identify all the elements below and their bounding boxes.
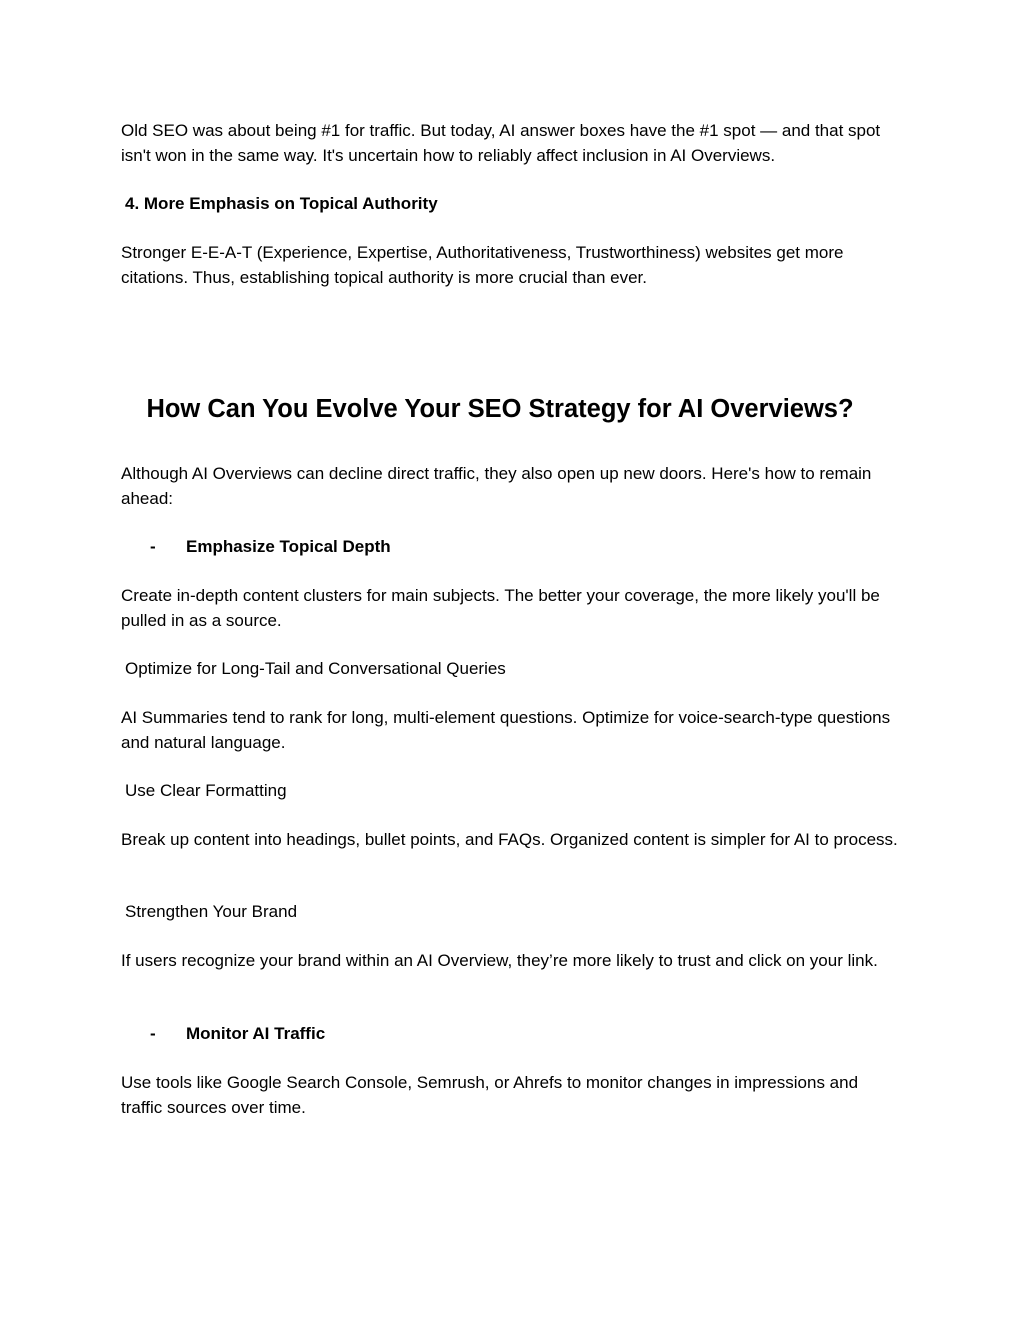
- main-heading: How Can You Evolve Your SEO Strategy for AI Overviews?: [146, 395, 854, 423]
- clear-formatting-paragraph: Break up content into headings, bullet points, and FAQs. Organized content is simpler for AI to process.: [121, 830, 898, 849]
- long-tail-paragraph: AI Summaries tend to rank for long, multi-element questions. Optimize for voice-search-type questions and natural language.: [121, 708, 891, 752]
- bullet-marker: -: [150, 537, 156, 556]
- brand-heading: Strengthen Your Brand: [125, 902, 298, 921]
- section4-paragraph: Stronger E-E-A-T (Experience, Expertise, Authoritativeness, Trustworthiness) websites get more citations. Thus, establishing topical authority is more crucial than ever.: [121, 243, 844, 287]
- bullet-item-monitor-traffic: [150, 1022, 325, 1046]
- bullet-marker: -: [150, 1024, 156, 1043]
- bullet-item-topical-depth: [150, 535, 391, 559]
- bullet-item-label: Emphasize Topical Depth: [186, 537, 391, 556]
- clear-formatting-heading: Use Clear Formatting: [125, 781, 287, 800]
- long-tail-heading: Optimize for Long-Tail and Conversational Queries: [125, 659, 506, 678]
- brand-paragraph: If users recognize your brand within an AI Overview, they’re more likely to trust and click on your link.: [121, 951, 878, 970]
- topical-depth-paragraph: Create in-depth content clusters for main subjects. The better your coverage, the more likely you'll be pulled in as a source.: [121, 586, 880, 630]
- section4-heading: 4. More Emphasis on Topical Authority: [125, 194, 438, 213]
- monitor-traffic-paragraph: Use tools like Google Search Console, Semrush, or Ahrefs to monitor changes in impressions and traffic sources over time.: [121, 1073, 859, 1117]
- main-intro-paragraph: Although AI Overviews can decline direct traffic, they also open up new doors. Here's how to remain ahead:: [121, 464, 872, 508]
- bullet-item-label: Monitor AI Traffic: [186, 1024, 326, 1043]
- intro-paragraph: Old SEO was about being #1 for traffic. But today, AI answer boxes have the #1 spot — and that spot isn't won in the same way. It's uncertain how to reliably affect inclusion in AI Overviews.: [121, 121, 881, 165]
